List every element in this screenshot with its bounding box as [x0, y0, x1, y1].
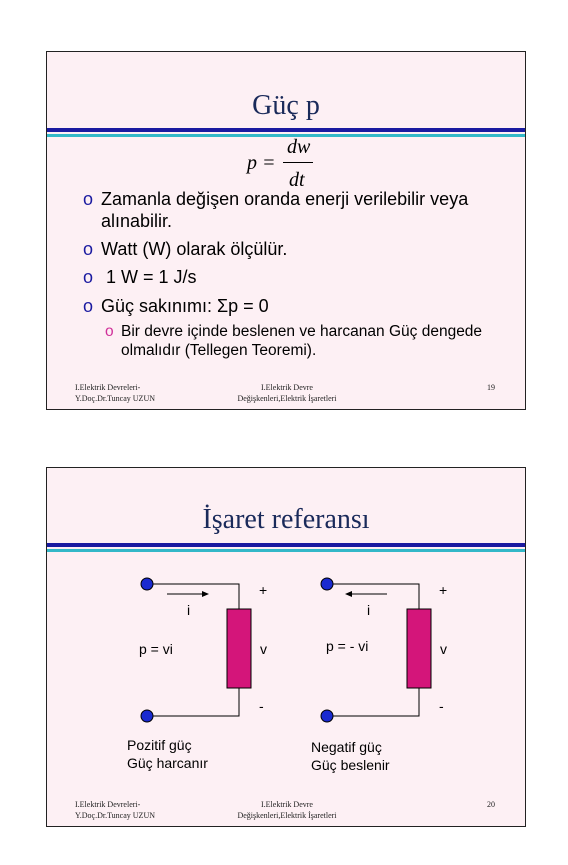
footer-topic	[227, 799, 347, 821]
page-number: 20	[487, 800, 495, 809]
terminal-top	[141, 578, 153, 590]
bullet-marker: o	[83, 189, 94, 209]
current-arrow-left-icon	[345, 591, 352, 597]
title-divider-accent	[47, 134, 525, 137]
bullet-text: 1 W = 1 J/s	[101, 267, 197, 287]
current-arrow-right-icon	[202, 591, 209, 597]
sub-bullet-tellegen	[105, 322, 507, 360]
bullet-marker: o	[83, 239, 94, 259]
bullet-conservation	[83, 295, 505, 317]
slide-title: İşaret referansı	[202, 504, 370, 535]
voltage-label: v	[440, 641, 447, 657]
bullet-energy	[83, 188, 505, 232]
caption-line: Güç harcanır	[127, 755, 208, 771]
bullet-text: Güç sakınımı: Σp = 0	[101, 296, 269, 316]
voltage-label: v	[260, 641, 267, 657]
bullet-text: Zamanla değişen oranda enerji verilebilir veya alınabilir.	[101, 189, 469, 231]
wire-bottom	[147, 688, 239, 716]
title-divider	[47, 128, 525, 132]
footer-author: Y.Doç.Dr.Tuncay UZUN	[75, 811, 155, 820]
footer-course-line: I.Elektrik Devreleri-	[75, 800, 141, 809]
slide-20	[46, 467, 526, 827]
footer-course	[75, 799, 155, 821]
left-caption	[127, 736, 208, 772]
plus-sign: +	[259, 582, 268, 598]
right-caption	[311, 738, 390, 774]
caption-line: Negatif güç	[311, 739, 382, 755]
formula-denominator: dt	[289, 169, 305, 191]
bullet-watt	[83, 238, 505, 260]
footer-topic-line: Değişkenleri,Elektrik İşaretleri	[237, 394, 337, 403]
current-label: i	[367, 602, 371, 618]
slide-19	[46, 51, 526, 410]
resistor	[227, 609, 251, 688]
footer-author: Y.Doç.Dr.Tuncay UZUN	[75, 394, 155, 403]
footer-course-line: I.Elektrik Devreleri-	[75, 383, 141, 392]
circuit-diagrams	[47, 468, 525, 826]
caption-line: Pozitif güç	[127, 737, 192, 753]
wire-top	[147, 584, 239, 609]
power-equation: p = vi	[139, 641, 173, 657]
page-number: 19	[487, 383, 495, 392]
minus-sign: -	[259, 698, 264, 714]
terminal-bottom	[141, 710, 153, 722]
footer-topic-line: I.Elektrik Devre	[261, 383, 313, 392]
terminal-bottom	[321, 710, 333, 722]
formula-numerator: dw	[287, 136, 311, 158]
slide-title: Güç p	[252, 90, 320, 121]
minus-sign: -	[439, 698, 444, 714]
wire-top	[327, 584, 419, 609]
sub-bullet-marker: o	[105, 323, 114, 340]
resistor	[407, 609, 431, 688]
sub-bullet-text: Bir devre içinde beslenen ve harcanan Güç dengede olmalıdır (Tellegen Teoremi).	[121, 323, 483, 359]
footer-topic-line: I.Elektrik Devre	[261, 800, 313, 809]
footer-course	[75, 382, 155, 404]
plus-sign: +	[439, 582, 448, 598]
terminal-top	[321, 578, 333, 590]
bullet-unit	[83, 266, 505, 288]
bullet-text: Watt (W) olarak ölçülür.	[101, 239, 288, 259]
footer-topic	[227, 382, 347, 404]
footer-topic-line: Değişkenleri,Elektrik İşaretleri	[237, 811, 337, 820]
power-equation: p = - vi	[326, 638, 369, 654]
bullet-marker: o	[83, 296, 94, 316]
caption-line: Güç beslenir	[311, 757, 390, 773]
bullet-marker: o	[83, 267, 94, 287]
wire-bottom	[327, 688, 419, 716]
formula-lhs: p =	[247, 152, 276, 174]
current-label: i	[187, 602, 191, 618]
fraction-bar	[283, 162, 313, 163]
